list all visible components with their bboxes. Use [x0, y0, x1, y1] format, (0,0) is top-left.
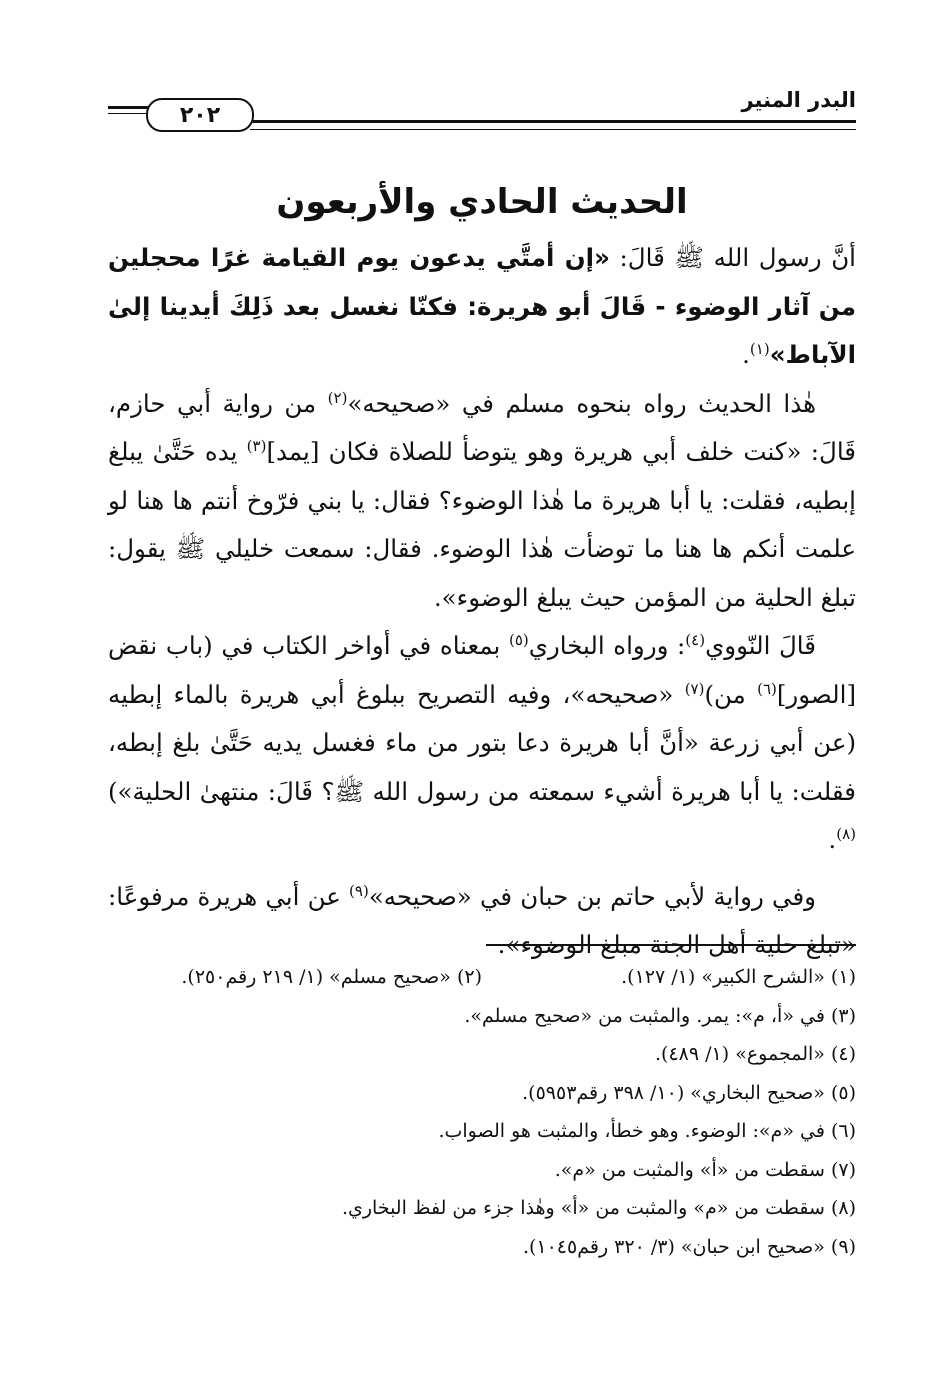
paragraph-3 — [108, 622, 856, 865]
footnote-5: (٥) «صحيح البخاري» (١٠/ ٣٩٨ رقم٥٩٥٣). — [522, 1081, 856, 1104]
footnote-ref[interactable]: (٨) — [836, 824, 856, 843]
footnote-ref[interactable]: (٩) — [349, 881, 369, 900]
p2-text-b: من رواية أبي حازم، قَالَ: «كنت خلف أبي هريرة وهو يتوضأ للصلاة فكان [يمد] — [108, 388, 857, 466]
p1-end: . — [742, 340, 750, 369]
header-rule-left — [108, 106, 148, 114]
footnote-ref[interactable]: (٣) — [246, 436, 267, 455]
footnote-9: (٩) «صحيح ابن حبان» (٣/ ٣٢٠ رقم١٠٤٥). — [522, 1235, 856, 1258]
paragraph-2 — [108, 380, 856, 623]
paragraph-4 — [108, 873, 856, 970]
footnote-ref[interactable]: (٦) — [757, 679, 777, 698]
footnote-ref[interactable]: (٧) — [684, 679, 705, 698]
hadith-title: الحديث الحادي والأربعون — [276, 182, 688, 222]
footnote-6: (٦) في «م»: الوضوء. وهو خطأ، والمثبت هو الصواب. — [438, 1120, 856, 1142]
paragraph-1 — [108, 234, 856, 380]
footnote-ref[interactable]: (٤) — [685, 630, 706, 649]
footnote-8: (٨) سقطت من «م» والمثبت من «أ» وهٰذا جزء من لفظ البخاري. — [341, 1197, 856, 1219]
footnote-4: (٤) «المجموع» (١/ ٤٨٩). — [655, 1043, 856, 1065]
p2-text-a: هٰذا الحديث رواه بنحوه مسلم في «صحيحه» — [347, 388, 816, 418]
paragraph-gap — [108, 865, 856, 873]
page-number-badge — [146, 98, 254, 132]
main-text — [108, 176, 856, 970]
footnote-ref[interactable]: (٥) — [508, 630, 529, 649]
p1-intro: أنَّ رسول الله ﷺ قَالَ: — [609, 243, 856, 272]
footnote-2: (٢) «صحيح مسلم» (١/ ٢١٩ رقم٢٥٠). — [181, 966, 482, 988]
footnote-ref[interactable]: (١) — [749, 339, 770, 358]
p3-end: . — [828, 825, 837, 854]
p3-text-c: بمعناه في أواخر الكتاب في (باب نقض [الصور] — [108, 631, 856, 709]
p3-text-a: قَالَ النّووي — [705, 631, 816, 660]
p1-hadith-text: «إن أمتَّي يدعون يوم القيامة غرًا محجلين من آثار الوضوء - قَالَ أبو هريرة: فكنّا نغسل بعد ذَلِكَ أيدينا إلىٰ الآباط» — [108, 243, 856, 369]
running-title: البدر المنير — [741, 88, 856, 112]
p3-text-e: «صحيحه»، وفيه التصريح ببلوغ أبي هريرة بالماء إبطيه (عن أبي زرعة «أنَّ أبا هريرة دعا بتور من ماء فغسل يديه حَتَّىٰ بلغ إبطه، فقلت: يا أبا هريرة أشيء سمعته من رسول الله ﷺ؟ قَالَ: منتهىٰ الحلية») — [108, 679, 856, 806]
footnote-separator — [486, 944, 856, 946]
p3-text-d: من) — [704, 679, 758, 709]
footnotes — [108, 958, 856, 1266]
footnote-7: (٧) سقطت من «أ» والمثبت من «م». — [554, 1158, 856, 1181]
p2-text-c: يده حَتَّىٰ يبلغ إبطيه، فقلت: يا أبا هريرة ما هٰذا الوضوء؟ فقال: يا بني فرّوخ أنتم ها هنا لو علمت أنكم ها هنا ما توضأت هٰذا الوضوء. فقال: سمعت خليلي ﷺ يقول: تبلغ الحلية من المؤمن حيث يبلغ الوضوء». — [108, 437, 856, 612]
footnote-ref[interactable]: (٢) — [327, 388, 348, 407]
footnote-row — [108, 958, 856, 997]
page-number: ٢٠٢ — [179, 102, 221, 128]
p3-text-b: : ورواه البخاري — [528, 631, 686, 660]
p4-text-b: عن أبي هريرة مرفوعًا: «تبلغ حلية أهل الجنة مبلغ الوضوء». — [108, 881, 856, 959]
footnote-3: (٣) في «أ، م»: يمر. والمثبت من «صحيح مسلم». — [464, 1004, 856, 1027]
footnote-1: (١) «الشرح الكبير» (١/ ١٢٧). — [621, 966, 856, 988]
page-header — [108, 88, 856, 136]
p4-text-a: وفي رواية لأبي حاتم بن حبان في «صحيحه» — [368, 881, 816, 911]
header-rule-right — [250, 120, 856, 130]
